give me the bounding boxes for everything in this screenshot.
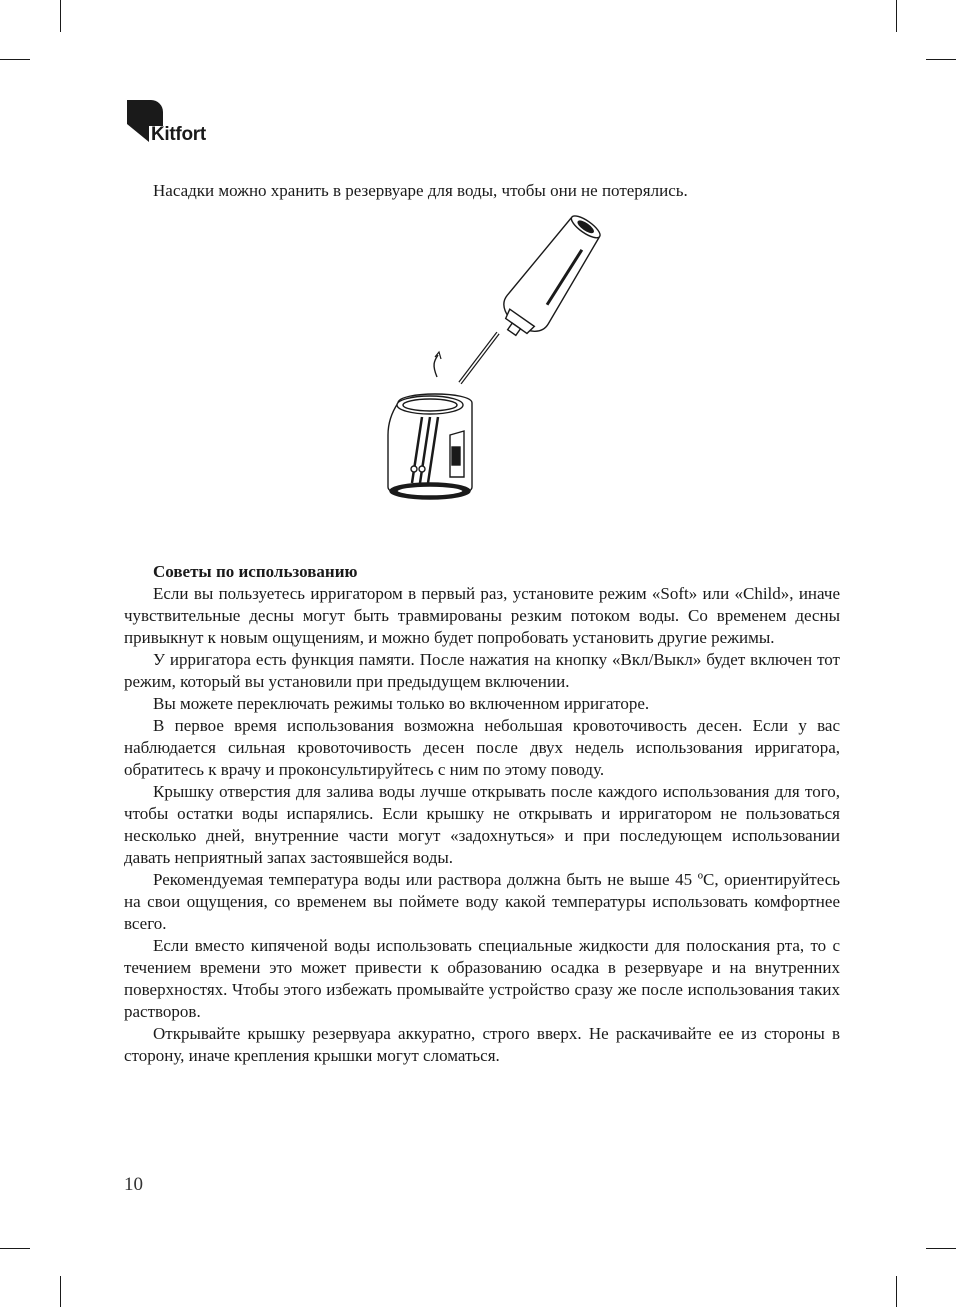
insert-arrow-icon — [434, 355, 438, 377]
brand-name: Kitfort — [151, 124, 206, 145]
crop-mark — [0, 59, 30, 60]
crop-mark — [926, 59, 956, 60]
tips-paragraph: Рекомендуемая температура воды или раствора должна быть не выше 45 ºC, ориентируйтесь на свои ощущения, со временем вы поймете воду какой температуры использовать комфортнее всего. — [124, 870, 840, 933]
intro-text: Насадки можно хранить в резервуаре для воды, чтобы они не потерялись. — [153, 181, 688, 200]
tips-heading: Советы по использованию — [153, 562, 358, 581]
tips-paragraph: Открывайте крышку резервуара аккуратно, строго вверх. Не раскачивайте ее из стороны в сторону, иначе крепления крышки могут сломаться. — [124, 1024, 840, 1065]
page-number: 10 — [124, 1174, 143, 1195]
crop-mark — [60, 1276, 61, 1307]
tips-paragraph: Если вы пользуетесь ирригатором в первый раз, установите режим «Soft» или «Child», иначе чувствительные десны могут быть травмированы резким потоком воды. Со временем десны привыкнут к новым ощущениям, и можно будет попробовать установить другие режимы. — [124, 584, 840, 647]
water-reservoir-icon — [388, 394, 472, 499]
tips-paragraph: Если вместо кипяченой воды использовать специальные жидкости для полоскания рта, то с течением времени это может привести к образованию осадка в резервуаре и на внутренних поверхностях. Чтобы этого избежать промывайте устройство сразу же после использования таких растворов. — [124, 936, 840, 1021]
tips-paragraph: Вы можете переключать режимы только во включенном ирригаторе. — [153, 694, 650, 713]
crop-mark — [896, 0, 897, 32]
crop-mark — [896, 1276, 897, 1307]
tips-section — [124, 561, 840, 1067]
brand-logo — [125, 98, 235, 148]
irrigator-handle-icon — [491, 208, 609, 347]
tips-paragraph: Крышку отверстия для залива воды лучше открывать после каждого использования для того, чтобы остатки воды испарялись. Если крышку не открывать и ирригатором не пользоваться несколько дней, внутренние части могут «задохнуться» и при последующем использовании давать неприятный запах застоявшейся воды. — [124, 782, 840, 867]
irrigator-illustration — [380, 205, 620, 510]
crop-mark — [0, 1248, 30, 1249]
crop-mark — [60, 0, 61, 32]
crop-mark — [926, 1248, 956, 1249]
tips-paragraph: У ирригатора есть функция памяти. После нажатия на кнопку «Вкл/Выкл» будет включен тот режим, который вы установили при предыдущем включении. — [124, 650, 840, 691]
tips-paragraph: В первое время использования возможна небольшая кровоточивость десен. Если у вас наблюдается сильная кровоточивость десен после двух недель использования ирригатора, обратитесь к врачу и проконсультируйтесь с ним по этому поводу. — [124, 716, 840, 779]
